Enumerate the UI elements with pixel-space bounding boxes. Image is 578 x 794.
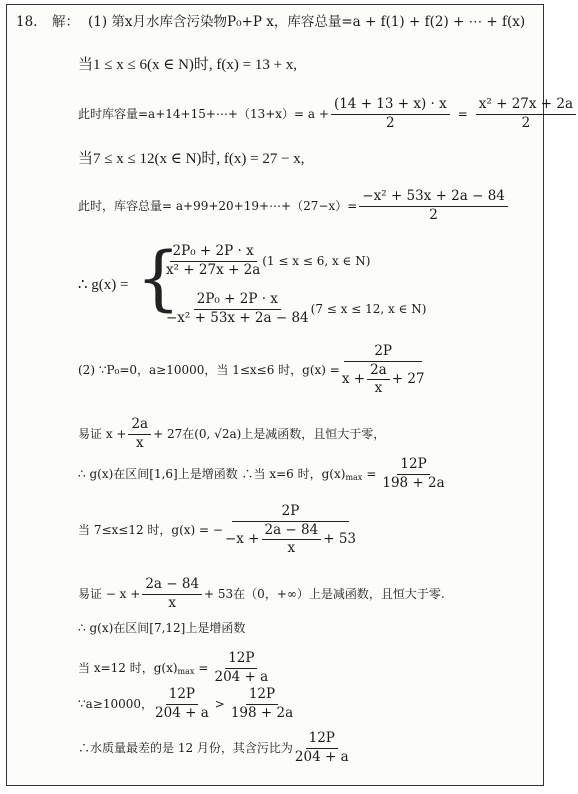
line-8 bbox=[78, 418, 385, 450]
line-10-denominator bbox=[225, 522, 356, 556]
line-14-lead: ∵a≥10000， bbox=[78, 697, 154, 711]
line-14-greater-than: > bbox=[214, 697, 225, 711]
line-14-fraction-1-denominator: 204 + a bbox=[155, 704, 209, 721]
line-10-den-fraction bbox=[262, 521, 322, 556]
line-15-denominator: 204 + a bbox=[294, 748, 349, 765]
line-8-lead: 易证 x + bbox=[78, 427, 127, 441]
line-13-denominator: 204 + a bbox=[214, 668, 269, 685]
line-3-fraction-2 bbox=[476, 98, 576, 130]
piecewise-lead: ∴ g(x) = bbox=[78, 277, 129, 293]
line-11-tail: + 53在（0，+∞）上是减函数，且恒大于零. bbox=[204, 587, 445, 601]
line-5-fraction-numerator: −x² + 53x + 2a − 84 bbox=[359, 190, 508, 207]
line-7-den-fraction-numerator: 2a bbox=[367, 364, 390, 381]
line-14-fraction-2-denominator: 198 + 2a bbox=[230, 704, 294, 721]
line-9-equals: = bbox=[366, 467, 377, 481]
line-14 bbox=[78, 688, 295, 720]
line-7-numerator: 2P bbox=[344, 345, 422, 362]
line-5-lead: 此时，库容总量= a+99+20+19+⋯+（27−x）= bbox=[78, 199, 358, 213]
line-9-denominator: 198 + 2a bbox=[382, 474, 445, 491]
piecewise-case-2 bbox=[164, 293, 426, 325]
line-5-fraction-denominator: 2 bbox=[429, 206, 438, 223]
piecewise-case-1-fraction bbox=[166, 245, 260, 277]
line-7-den-fraction-denominator: x bbox=[374, 380, 383, 396]
line-9-fraction bbox=[382, 458, 444, 490]
line-3-fraction-1-denominator: 2 bbox=[386, 114, 395, 131]
line-10-lead: 当 7≤x≤12 时，g(x) = − bbox=[78, 523, 223, 538]
piecewise-brace: { bbox=[136, 237, 181, 319]
line-11 bbox=[78, 578, 445, 610]
line-13 bbox=[78, 652, 270, 684]
piecewise-case-1-denominator: x² + 27x + 2a bbox=[166, 261, 261, 278]
line-9-subscript: max bbox=[345, 473, 363, 482]
line-14-fraction-2 bbox=[231, 688, 293, 720]
problem-number: 18. bbox=[16, 14, 38, 30]
solution-label: 解： bbox=[52, 14, 79, 30]
line-14-fraction-2-numerator: 12P bbox=[246, 688, 278, 705]
line-8-tail: + 27在(0, √2a)上是减函数，且恒大于零， bbox=[153, 427, 386, 441]
line-1-text: (1) 第x月水库含污染物P₀+P x，库容总量=a + f(1) + f(2) + ⋯ + f(x) bbox=[88, 14, 526, 30]
line-13-subscript: max bbox=[177, 667, 195, 676]
line-7-den-lead: x + bbox=[341, 370, 366, 387]
line-13-lead: 当 x=12 时，g(x) bbox=[78, 661, 178, 675]
line-9 bbox=[78, 458, 447, 490]
line-13-equals: = bbox=[198, 661, 209, 675]
line-15-fraction bbox=[295, 732, 349, 764]
line-8-fraction-denominator: x bbox=[135, 434, 144, 451]
line-5 bbox=[78, 190, 510, 222]
line-11-fraction-denominator: x bbox=[168, 594, 176, 611]
line-3 bbox=[78, 98, 578, 130]
line-7-lead: (2) ∵P₀=0，a≥10000，当 1≤x≤6 时，g(x) = bbox=[78, 363, 340, 378]
line-3-fraction-2-numerator: x² + 27x + 2a bbox=[476, 98, 576, 115]
line-7 bbox=[78, 345, 427, 396]
line-14-fraction-1 bbox=[155, 688, 209, 720]
piecewise-case-2-denominator: −x² + 53x + 2a − 84 bbox=[166, 309, 309, 326]
piecewise-case-2-numerator: 2P₀ + 2P · x bbox=[194, 293, 281, 310]
line-10-den-fraction-numerator: 2a − 84 bbox=[262, 524, 322, 541]
line-15-numerator: 12P bbox=[306, 732, 338, 749]
line-10 bbox=[78, 505, 358, 556]
line-10-numerator: 2P bbox=[232, 505, 350, 522]
line-15-lead: ∴水质量最差的是 12 月份，其含污比为 bbox=[78, 741, 293, 755]
line-14-fraction-1-numerator: 12P bbox=[166, 688, 198, 705]
line-11-lead: 易证 − x + bbox=[78, 587, 141, 601]
line-3-fraction-1-numerator: (14 + 13 + x) · x bbox=[331, 98, 450, 115]
line-11-fraction-numerator: 2a − 84 bbox=[142, 578, 202, 595]
line-3-equals: = bbox=[457, 107, 468, 121]
line-4-text: 当7 ≤ x ≤ 12(x ∈ N)时, f(x) = 27 − x, bbox=[78, 151, 305, 167]
piecewise-case-2-fraction bbox=[166, 293, 309, 325]
line-11-fraction bbox=[142, 578, 202, 610]
line-8-fraction bbox=[128, 418, 151, 450]
line-15 bbox=[78, 732, 351, 764]
line-2-text: 当1 ≤ x ≤ 6(x ∈ N)时, f(x) = 13 + x, bbox=[78, 57, 298, 73]
line-12-text: ∴ g(x)在区间[7,12]上是增函数 bbox=[78, 621, 246, 635]
line-5-fraction bbox=[359, 190, 508, 222]
line-7-denominator bbox=[342, 362, 425, 396]
line-10-den-fraction-denominator: x bbox=[287, 540, 296, 556]
line-3-fraction-1 bbox=[331, 98, 450, 130]
line-8-fraction-numerator: 2a bbox=[128, 418, 151, 435]
line-3-lead: 此时库容量=a+14+15+⋯+（13+x）= a + bbox=[78, 107, 329, 121]
piecewise-case-1 bbox=[164, 245, 370, 277]
line-10-den-lead: −x + bbox=[224, 530, 260, 547]
line-9-numerator: 12P bbox=[397, 458, 429, 475]
line-13-fraction bbox=[214, 652, 268, 684]
line-7-den-tail: + 27 bbox=[391, 370, 425, 387]
line-13-numerator: 12P bbox=[225, 652, 257, 669]
line-3-fraction-2-denominator: 2 bbox=[521, 114, 531, 131]
line-9-lead: ∴ g(x)在区间[1,6]上是增函数 ∴当 x=6 时，g(x) bbox=[78, 467, 346, 481]
line-7-fraction bbox=[342, 345, 425, 396]
piecewise-case-1-condition: (1 ≤ x ≤ 6, x ∈ N) bbox=[262, 254, 371, 268]
piecewise-case-1-numerator: 2P₀ + 2P · x bbox=[170, 245, 257, 262]
line-10-den-tail: + 53 bbox=[323, 530, 356, 547]
line-10-fraction bbox=[225, 505, 356, 556]
piecewise-case-2-condition: (7 ≤ x ≤ 12, x ∈ N) bbox=[310, 302, 427, 316]
line-7-den-fraction bbox=[367, 361, 390, 396]
